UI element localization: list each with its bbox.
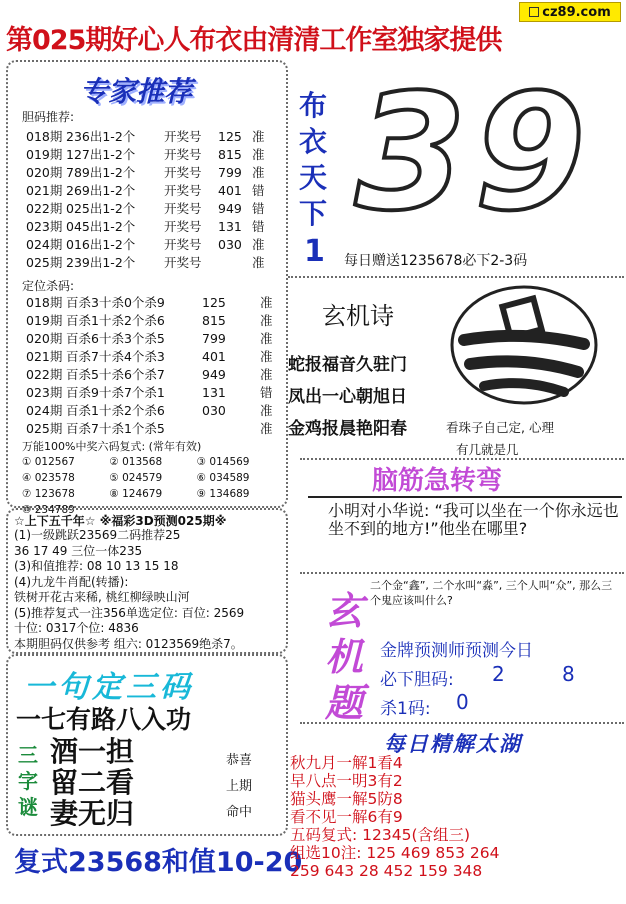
- forecast-line: (5)推荐复式一注356单选定位: 百位: 2569: [14, 605, 245, 620]
- kill-row: [26, 329, 273, 347]
- kill-cell-status: 准: [260, 313, 273, 328]
- dan-row: [26, 235, 265, 253]
- combo-item: ⑨ 134689: [196, 488, 250, 500]
- dan-cell-label: 开奖号: [164, 237, 202, 252]
- dan-cell-result: 125: [218, 128, 242, 144]
- dan-cell-status: 准: [252, 129, 265, 144]
- kill-cell-pick: 百杀3十杀0个杀9: [66, 295, 165, 310]
- must-label: 必下胆码:: [380, 670, 454, 690]
- side-char: 谜: [18, 795, 38, 819]
- combo-item: ⑧ 124679: [109, 488, 163, 500]
- taihu-line: 早八点一明3有2: [290, 772, 403, 790]
- riddle-line: 妻无归: [50, 797, 135, 830]
- taihu-title: 每日精解太湖: [384, 732, 522, 756]
- congrats-text: [226, 748, 252, 826]
- taihu-line: 组选10注: 125 469 853 264: [290, 844, 500, 862]
- kill-cell-pick: 百杀1十杀2个杀6: [66, 403, 165, 418]
- forecast-line: (4)九龙牛肖配(转播):: [14, 574, 129, 589]
- forecast-line: 铁树开花古来稀, 桃红柳绿映山河: [14, 590, 190, 604]
- kill-row: [26, 419, 273, 437]
- dan-cell-result: 030: [218, 236, 242, 252]
- combo-item: ⑩ 234789: [22, 504, 75, 516]
- kill-cell-result: 125: [202, 294, 226, 310]
- dan-cell-pick: 789出1-2个: [66, 165, 136, 180]
- coin-art: [444, 280, 604, 410]
- forecast-line: (3)和值推荐: 08 10 13 15 18: [14, 559, 179, 573]
- poem-line: 凤出一心朝旭日: [288, 387, 407, 407]
- dan-cell-status: 准: [252, 165, 265, 180]
- combo-item: ④ 023578: [22, 472, 75, 484]
- xuanji-title: [324, 588, 364, 726]
- divider: [288, 276, 624, 278]
- big-digits-art: [335, 59, 623, 246]
- taihu-line: 五码复式: 12345(含组三): [290, 826, 471, 844]
- kill-row: [26, 383, 273, 401]
- big-digits: 39: [355, 59, 594, 246]
- dan-cell-label: 开奖号: [164, 165, 202, 180]
- one-line-title: 一句定三码: [24, 670, 194, 705]
- kill-cell-pick: 百杀9十杀7个杀1: [66, 385, 165, 400]
- brain-title: 脑筋急转弯: [372, 466, 503, 496]
- kill-cell-status: 准: [260, 331, 273, 346]
- kill-cell-status: 错: [260, 385, 273, 400]
- poem-line: 蛇报福音久驻门: [288, 355, 407, 375]
- kill-cell-result: 949: [202, 366, 226, 382]
- dan-row: [26, 127, 265, 145]
- dan-cell-pick: 269出1-2个: [66, 183, 136, 198]
- forecast-lines: [14, 528, 286, 652]
- coin-note: 有几就是几: [456, 442, 519, 457]
- must-value: 2: [492, 662, 505, 686]
- kill-row: [26, 293, 273, 311]
- dan-cell-label: 开奖号: [164, 219, 202, 234]
- dan-row: [26, 199, 265, 217]
- kill-cell-status: 准: [260, 403, 273, 418]
- taihu-lines: [290, 754, 500, 880]
- dan-cell-period: 024期: [26, 237, 63, 252]
- taihu-line: 猫头鹰一解5防8: [290, 790, 403, 808]
- one-line-phrase: 一七有路八入功: [16, 705, 192, 734]
- congrats-line: 恭喜: [226, 753, 253, 768]
- dan-row: [26, 163, 265, 181]
- dan-row: [26, 181, 265, 199]
- dan-cell-result: 949: [218, 200, 242, 216]
- dan-row: [26, 145, 265, 163]
- square-icon: [529, 7, 539, 17]
- kill-cell-result: 131: [202, 384, 226, 400]
- dan-cell-pick: 239出1-2个: [66, 255, 136, 270]
- divider: [308, 496, 622, 498]
- combo-item: ③ 014569: [196, 456, 250, 468]
- dan-table: [26, 127, 265, 271]
- kill-cell-result: 030: [202, 402, 226, 418]
- riddle-side-label: [14, 742, 42, 820]
- forecast-line: (1)一级跳跃23569二码推荐25: [14, 528, 181, 542]
- dan-cell-status: 准: [252, 255, 265, 270]
- kill-row: [26, 311, 273, 329]
- kill-cell-status: 准: [260, 421, 273, 436]
- dan-cell-period: 025期: [26, 255, 63, 270]
- combo-item: ② 013568: [109, 456, 163, 468]
- site-watermark-text: cz89.com: [542, 4, 611, 20]
- dan-cell-status: 准: [252, 147, 265, 162]
- combo-item: ⑦ 123678: [22, 488, 75, 500]
- combo-note: 万能100%中奖六码复式: (常年有效): [22, 440, 202, 453]
- kill-cell-period: 022期: [26, 367, 63, 382]
- buyi-title-text: 布衣天下: [298, 89, 327, 230]
- kill-one-value: 0: [456, 690, 469, 714]
- congrats-line: 命中: [226, 805, 253, 820]
- kill-row: [26, 401, 273, 419]
- riddle-lines: [50, 736, 134, 829]
- combo-item: ① 012567: [22, 456, 75, 468]
- fushi-text: 复式23568和值10-20: [14, 847, 303, 878]
- kill-cell-result: 401: [202, 348, 226, 364]
- must-value: 8: [562, 662, 575, 686]
- dan-cell-pick: 016出1-2个: [66, 237, 136, 252]
- kill-cell-period: 024期: [26, 403, 63, 418]
- kill-cell-period: 020期: [26, 331, 63, 346]
- dan-cell-label: 开奖号: [164, 183, 202, 198]
- kill-cell-pick: 百杀7十杀1个杀5: [66, 421, 165, 436]
- kill-cell-pick: 百杀1十杀2个杀6: [66, 313, 165, 328]
- poem-line: 金鸡报晨艳阳春: [288, 419, 407, 439]
- dan-cell-period: 019期: [26, 147, 63, 162]
- gold-title: 金牌预测师预测今日: [380, 641, 533, 661]
- dan-row: [26, 217, 265, 235]
- forecast-line: 十位: 0317个位: 4836: [14, 621, 139, 635]
- xuanji-title-text: 玄机题: [324, 589, 363, 725]
- combo-item: ⑤ 024579: [109, 472, 163, 484]
- coin-note: 看珠子自己定, 心理: [446, 420, 554, 435]
- gift-text: 每日赠送1235678必下2-3码: [344, 253, 528, 269]
- expert-title: 专家推荐: [80, 75, 193, 108]
- poem-title: 玄机诗: [322, 302, 394, 330]
- dan-cell-period: 023期: [26, 219, 63, 234]
- kill-cell-status: 准: [260, 295, 273, 310]
- kill-cell-pick: 百杀5十杀6个杀7: [66, 367, 165, 382]
- taihu-line: 秋九月一解1看4: [290, 754, 403, 772]
- kill-cell-period: 025期: [26, 421, 63, 436]
- combo-grid: [22, 456, 284, 516]
- kill-cell-pick: 百杀6十杀3个杀5: [66, 331, 165, 346]
- dan-row: [26, 253, 265, 271]
- dan-cell-status: 准: [252, 237, 265, 252]
- kill-row: [26, 365, 273, 383]
- kill-cell-result: 799: [202, 330, 226, 346]
- dan-cell-status: 错: [252, 183, 265, 198]
- dan-label: 胆码推荐:: [22, 110, 75, 124]
- kill-cell-pick: 百杀7十杀4个杀3: [66, 349, 165, 364]
- riddle-line: 酒一担: [50, 735, 135, 768]
- side-char: 字: [18, 769, 38, 793]
- kill-cell-result: 815: [202, 312, 226, 328]
- kill-cell-period: 019期: [26, 313, 63, 328]
- kill-table: [26, 293, 273, 437]
- dan-cell-period: 018期: [26, 129, 63, 144]
- dan-cell-period: 022期: [26, 201, 63, 216]
- dan-cell-result: 401: [218, 182, 242, 198]
- taihu-line: 看不见一解6有9: [290, 808, 403, 826]
- dan-cell-pick: 045出1-2个: [66, 219, 136, 234]
- congrats-line: 上期: [226, 779, 253, 794]
- dan-cell-result: 799: [218, 164, 242, 180]
- side-char: 三: [18, 743, 38, 767]
- page-title: 第025期好心人布衣由清清工作室独家提供: [6, 25, 502, 56]
- kill-cell-status: 准: [260, 349, 273, 364]
- xuanji-text: 二个金“鑫”, 二个水叫“淼”, 三个人叫“众”, 那么三个鬼应该叫什么?: [370, 579, 613, 607]
- dan-cell-label: 开奖号: [164, 147, 202, 162]
- dan-cell-status: 错: [252, 201, 265, 216]
- kill-label: 定位杀码:: [22, 279, 75, 293]
- dan-cell-label: 开奖号: [164, 255, 202, 270]
- dan-cell-label: 开奖号: [164, 201, 202, 216]
- dan-cell-result: 815: [218, 146, 242, 162]
- kill-cell-period: 018期: [26, 295, 63, 310]
- buyi-title: [298, 88, 328, 232]
- kill-cell-period: 023期: [26, 385, 63, 400]
- brain-question: 小明对小华说: “我可以坐在一个你永远也坐不到的地方!”他坐在哪里?: [328, 501, 619, 538]
- kill-one-label: 杀1码:: [380, 699, 431, 719]
- dan-cell-pick: 127出1-2个: [66, 147, 136, 162]
- divider: [300, 572, 624, 574]
- taihu-line: 259 643 28 452 159 348: [290, 862, 483, 880]
- divider: [300, 722, 624, 724]
- dan-cell-pick: 025出1-2个: [66, 201, 136, 216]
- buyi-number: 1: [304, 234, 325, 269]
- dan-cell-label: 开奖号: [164, 129, 202, 144]
- dan-cell-period: 021期: [26, 183, 63, 198]
- forecast-line: 本期胆码仅供参考 组六: 0123569绝杀7。: [14, 636, 243, 651]
- dan-cell-result: 131: [218, 218, 242, 234]
- combo-item: ⑥ 034589: [196, 472, 250, 484]
- forecast-line: 36 17 49 三位一体235: [14, 543, 143, 558]
- dan-cell-status: 错: [252, 219, 265, 234]
- kill-cell-period: 021期: [26, 349, 63, 364]
- kill-row: [26, 347, 273, 365]
- dan-cell-pick: 236出1-2个: [66, 129, 136, 144]
- forecast-header: ☆上下五千年☆ ※福彩3D预测025期※: [14, 514, 227, 528]
- riddle-line: 留二看: [50, 766, 135, 799]
- kill-cell-status: 准: [260, 367, 273, 382]
- dan-cell-period: 020期: [26, 165, 63, 180]
